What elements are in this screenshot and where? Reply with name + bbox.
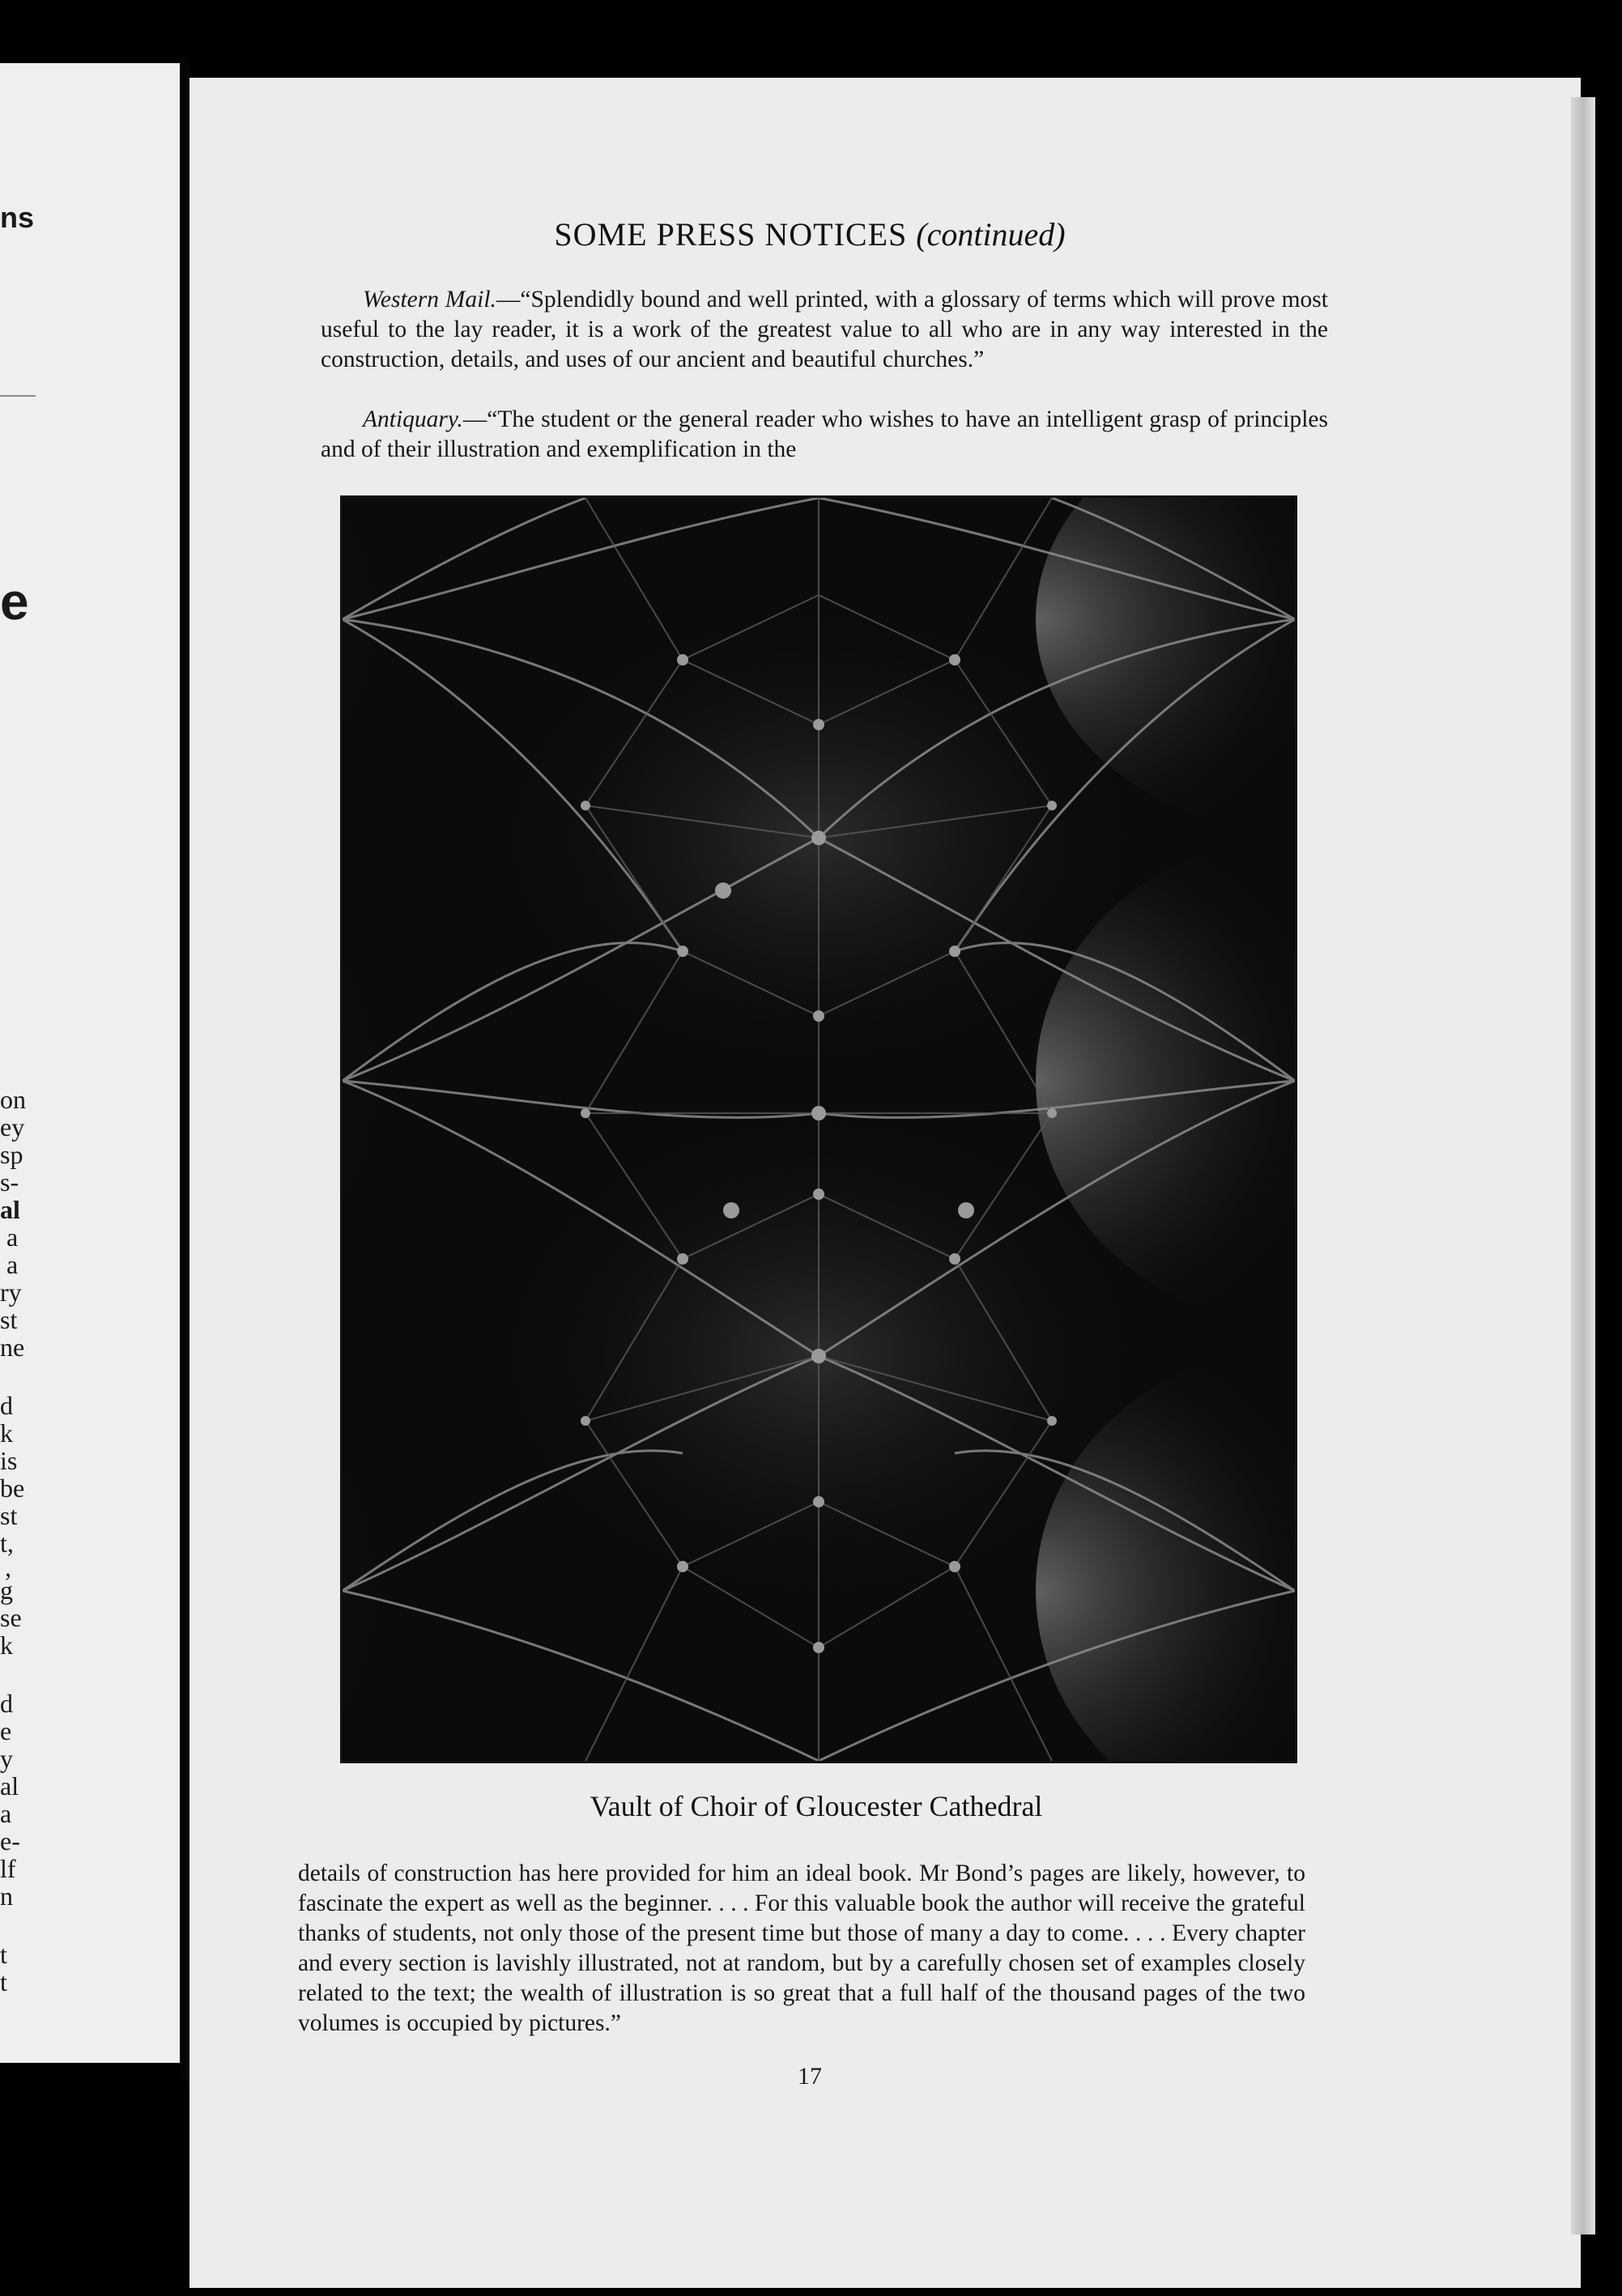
page-title-continued: (continued): [916, 216, 1066, 253]
notice-western-mail: [321, 285, 1328, 375]
notice-source: Antiquary.: [363, 406, 463, 432]
left-text-fragment: e-: [0, 1826, 20, 1856]
left-text-fragment: d: [0, 1689, 13, 1718]
left-text-fragment: t: [0, 1967, 7, 1996]
notice-quote: —“Splendidly bound and well printed, with a glossary of terms which will prove most useful to the lay reader, it is a work of the greatest value to all who are in any way interested in the construction, details, and uses of our ancient and beautiful churches.”: [321, 287, 1328, 372]
page-title: [324, 215, 1296, 253]
left-text-fragment: ne: [0, 1333, 25, 1362]
left-text-fragment: al: [0, 1771, 19, 1801]
left-text-fragment: e: [0, 1716, 12, 1745]
notice-antiquary: [321, 405, 1328, 465]
left-text-fragment: y: [0, 1744, 13, 1773]
left-text-fragment: a: [6, 1222, 19, 1252]
left-heading-fragment: ns: [0, 201, 35, 234]
left-text-fragment: a: [6, 1250, 19, 1279]
page-edge: [1571, 97, 1595, 2234]
left-text-fragment: st: [0, 1501, 18, 1530]
left-text-fragment: is: [0, 1446, 18, 1475]
left-text-fragment: st: [0, 1305, 18, 1334]
book-gutter: [180, 57, 189, 2081]
photo-caption: Vault of Choir of Gloucester Cathedral: [590, 1790, 1043, 1822]
left-text-fragment: k: [0, 1418, 13, 1448]
left-text-fragment: t,: [0, 1529, 14, 1558]
left-text-fragment: al: [0, 1195, 20, 1224]
notice-quote: —“The student or the general reader who wishes to have an intelligent grasp of principles and of their illustration and exemplification in the: [321, 406, 1328, 462]
left-text-fragment: ,: [5, 1553, 11, 1582]
left-text-fragment: n: [0, 1881, 13, 1911]
left-text-fragment: lf: [0, 1854, 16, 1883]
left-text-fragment: sp: [0, 1140, 23, 1169]
left-text-fragment: on: [0, 1085, 26, 1114]
left-text-fragment: ry: [0, 1278, 22, 1307]
left-text-fragment: se: [0, 1603, 22, 1632]
left-page-fragment: [0, 63, 180, 2063]
page-title-text: SOME PRESS NOTICES: [554, 216, 908, 253]
notice-antiquary-continued: details of construction has here provided for him an ideal book. Mr Bond’s pages are likely, however, to fascinate the expert as well as the beginner. . . . For this valuable book the author will receive the grateful thanks of students, not only those of the present time but those of many a day to come. . . . Every chapter and every section is lavishly illustrated, not at random, but by a carefully chosen set of examples closely related to the text; the wealth of illustration is so great that a full half of the thousand pages of the two volumes is occupied by pictures.”: [298, 1860, 1305, 2036]
left-text-fragment: t: [0, 1940, 7, 1969]
left-text-fragment: a: [0, 1799, 12, 1828]
vault-photograph-image: [343, 498, 1295, 1761]
page-number: 17: [798, 2063, 822, 2090]
left-text-fragment: be: [0, 1473, 25, 1503]
left-large-letter-fragment: e: [0, 572, 29, 631]
vault-photograph: [340, 495, 1297, 1763]
left-text-fragment: s-: [0, 1167, 19, 1197]
left-text-fragment: ey: [0, 1112, 25, 1142]
left-divider-rule: [0, 395, 36, 397]
left-text-fragment: k: [0, 1631, 13, 1660]
notice-source: Western Mail.: [363, 287, 496, 313]
left-text-fragment: d: [0, 1391, 13, 1420]
left-text-fragment: g: [0, 1575, 13, 1605]
